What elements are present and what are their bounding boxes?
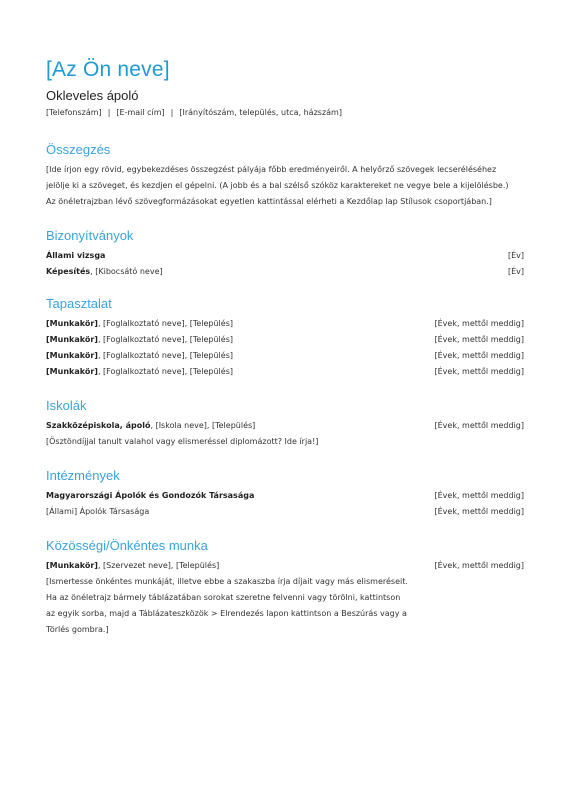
job-detail: , [Foglalkoztató neve], [Település] — [97, 351, 233, 360]
summary-section — [46, 142, 524, 210]
volunteer-line: az egyik sorba, majd a Táblázateszközök > Elrendezés lapon kattintson a Beszúrás vagy a — [46, 609, 407, 618]
certificate-detail: , [Kibocsátó neve] — [90, 267, 163, 276]
job-detail: , [Foglalkoztató neve], [Település] — [97, 319, 233, 328]
email-field[interactable]: [E-mail cím] — [116, 108, 165, 117]
certificate-title: Képesítés — [46, 267, 91, 276]
volunteer-text[interactable] — [46, 574, 524, 638]
job-role: [Munkakör] — [46, 319, 98, 328]
school-detail: , [Iskola neve], [Település] — [150, 421, 256, 430]
volunteer-role: [Munkakör] — [46, 561, 98, 570]
certificates-section — [46, 228, 524, 280]
summary-heading: Összegzés — [46, 142, 111, 157]
institutions-heading: Intézmények — [46, 468, 120, 483]
address-field[interactable]: [Irányítószám, település, utca, házszám] — [179, 108, 342, 117]
school-dates: [Évek, mettől meddig] — [434, 421, 524, 430]
experience-row[interactable] — [46, 364, 524, 380]
certificates-heading: Bizonyítványok — [46, 228, 134, 243]
summary-line: jelölje ki a szöveget, és kezdjen el gépelni. (A jobb és a bal szélső szóköz karaktereket ne vegye bele a kijelölésbe.) — [46, 181, 509, 190]
volunteer-line: [Ismertesse önkéntes munkáját, illetve ebbe a szakaszba írja díjait vagy más elismeréseit. — [46, 577, 408, 586]
job-dates: [Évek, mettől meddig] — [434, 367, 524, 376]
institution-row[interactable] — [46, 504, 524, 520]
summary-text[interactable] — [46, 162, 524, 210]
volunteer-line: Ha az önéletrajz bármely táblázatában sorokat szeretne felvenni vagy törölni, kattintson — [46, 593, 401, 602]
job-title[interactable]: Okleveles ápoló — [46, 88, 139, 103]
job-detail: , [Foglalkoztató neve], [Település] — [97, 335, 233, 344]
experience-section — [46, 296, 524, 380]
job-detail: , [Foglalkoztató neve], [Település] — [97, 367, 233, 376]
contact-separator: | — [107, 108, 111, 117]
summary-line: [Ide írjon egy rövid, egybekezdéses összegzést pályája főbb eredményeiről. A helyőrző szövegek lecseréléséhez — [46, 165, 497, 174]
volunteer-detail: , [Szervezet neve], [Település] — [97, 561, 220, 570]
job-dates: [Évek, mettől meddig] — [434, 351, 524, 360]
volunteer-dates: [Évek, mettől meddig] — [434, 561, 524, 570]
volunteer-heading: Közösségi/Önkéntes munka — [46, 538, 208, 553]
volunteer-line: Törlés gombra.] — [46, 625, 109, 634]
job-dates: [Évek, mettől meddig] — [434, 319, 524, 328]
school-degree: Szakközépiskola, ápoló — [46, 421, 151, 430]
job-role: [Munkakör] — [46, 367, 98, 376]
person-name[interactable]: [Az Ön neve] — [46, 58, 170, 81]
experience-row[interactable] — [46, 348, 524, 364]
institution-detail: [Állami] Ápolók Társasága — [46, 507, 150, 516]
institution-name: Magyarországi Ápolók és Gondozók Társasága — [46, 491, 255, 500]
institution-dates: [Évek, mettől meddig] — [434, 491, 524, 500]
institution-dates: [Évek, mettől meddig] — [434, 507, 524, 516]
summary-line: Az önéletrajzban lévő szövegformázásokat egyetlen kattintással elérheti a Kezdőlap lap Stílusok csoportjában.] — [46, 197, 492, 206]
certificate-title: Állami vizsga — [46, 251, 106, 260]
volunteer-row[interactable] — [46, 558, 524, 574]
school-note-text: [Ösztöndíjjal tanult valahol vagy elismeréssel diplomázott? Ide írja!] — [46, 437, 319, 446]
job-dates: [Évek, mettől meddig] — [434, 335, 524, 344]
experience-row[interactable] — [46, 332, 524, 348]
certificate-year: [Év] — [507, 267, 524, 276]
volunteer-section — [46, 538, 524, 638]
school-row[interactable] — [46, 418, 524, 434]
job-role: [Munkakör] — [46, 351, 98, 360]
experience-row[interactable] — [46, 316, 524, 332]
certificate-year: [Év] — [507, 251, 524, 260]
job-role: [Munkakör] — [46, 335, 98, 344]
contact-line — [46, 108, 342, 117]
experience-heading: Tapasztalat — [46, 296, 112, 311]
schools-heading: Iskolák — [46, 398, 87, 413]
schools-section — [46, 398, 524, 450]
institution-row[interactable] — [46, 488, 524, 504]
school-note[interactable] — [46, 434, 524, 450]
institutions-section — [46, 468, 524, 520]
contact-separator: | — [170, 108, 174, 117]
certificate-row[interactable] — [46, 264, 524, 280]
phone-field[interactable]: [Telefonszám] — [46, 108, 102, 117]
certificate-row[interactable] — [46, 248, 524, 264]
